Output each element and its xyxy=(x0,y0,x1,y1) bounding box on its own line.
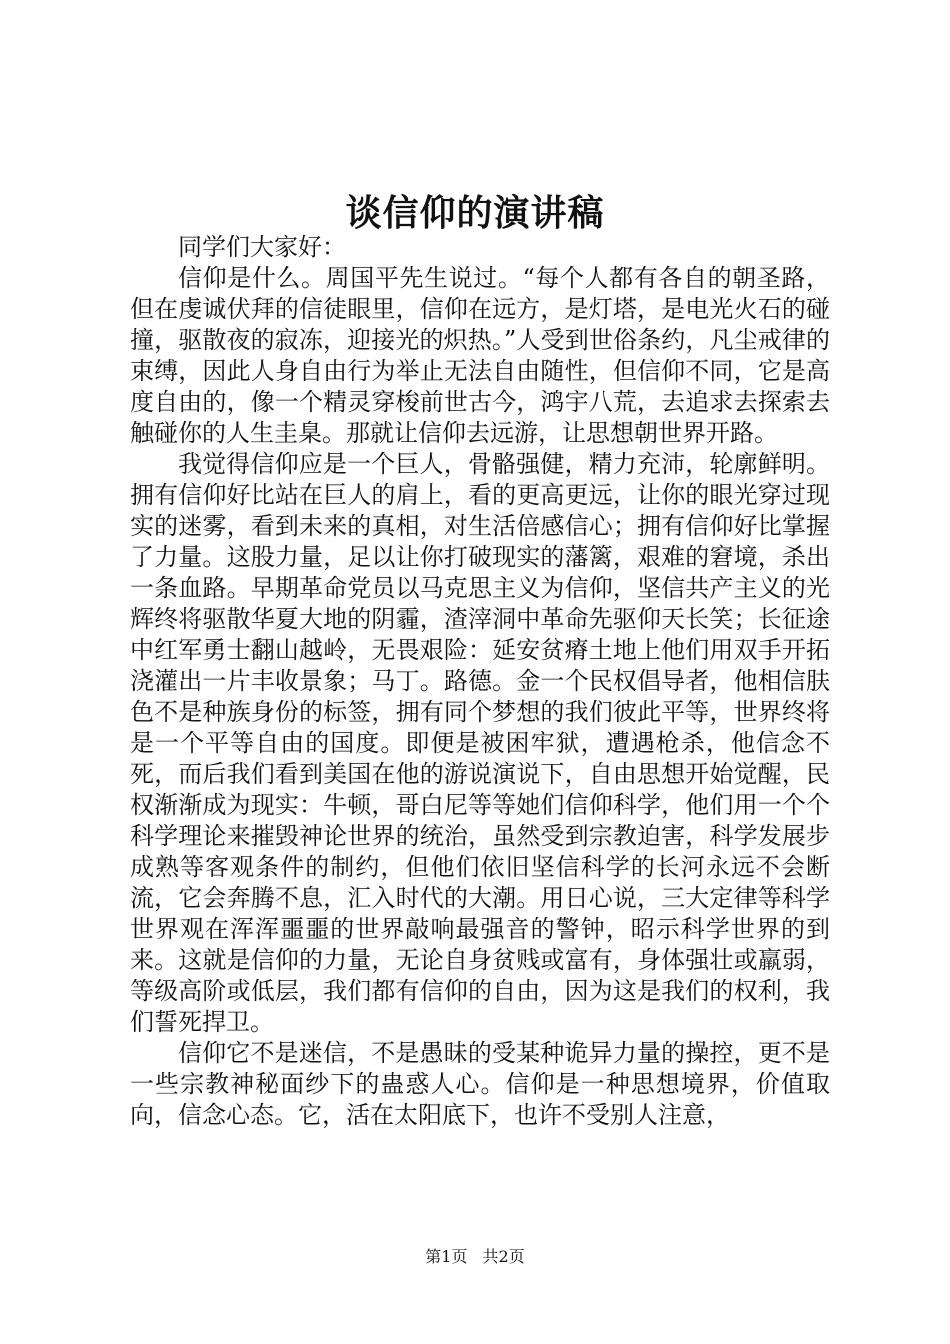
paragraph-greeting: 同学们大家好： xyxy=(178,233,346,261)
page-number-current: 第1页 xyxy=(425,1247,468,1266)
page-number-total: 共2页 xyxy=(482,1247,525,1266)
page-footer xyxy=(0,1244,950,1267)
document-body xyxy=(130,232,830,1131)
paragraph-2: 我觉得信仰应是一个巨人，骨骼强健，精力充沛，轮廓鲜明。拥有信仰好比站在巨人的肩上，看的更高更远，让你的眼光穿过现实的迷雾，看到未来的真相，对生活倍感信心；拥有信仰好比掌握了力量。这股力量，足以让你打破现实的藩篱，艰难的窘境，杀出一条血路。早期革命党员以马克思主义为信仰，坚信共产主义的光辉终将驱散华夏大地的阴霾，渣滓洞中革命先驱仰天长笑；长征途中红军勇士翻山越岭，无畏艰险：延安贫瘠土地上他们用双手开拓浇灌出一片丰收景象；马丁。路德。金一个民权倡导者，他相信肤色不是种族身份的标签，拥有同个梦想的我们彼此平等，世界终将是一个平等自由的国度。即便是被困牢狱，遭遇枪杀，他信念不死，而后我们看到美国在他的游说演说下，自由思想开始觉醒，民权渐渐成为现实：牛顿，哥白尼等等她们信仰科学，他们用一个个科学理论来摧毁神论世界的统治，虽然受到宗教迫害，科学发展步成熟等客观条件的制约，但他们依旧坚信科学的长河永远不会断流，它会奔腾不息，汇入时代的大潮。用日心说，三大定律等科学世界观在浑浑噩噩的世界敲响最强音的警钟，昭示科学世界的到来。这就是信仰的力量，无论自身贫贱或富有，身体强壮或羸弱，等级高阶或低层，我们都有信仰的自由，因为这是我们的权利，我们誓死捍卫。 xyxy=(130,450,830,1036)
paragraph-3: 信仰它不是迷信，不是愚昧的受某种诡异力量的操控，更不是一些宗教神秘面纱下的蛊惑人心。信仰是一种思想境界，价值取向，信念心态。它，活在太阳底下，也许不受别人注意， xyxy=(130,1039,830,1129)
document-title: 谈信仰的演讲稿 xyxy=(345,192,605,234)
paragraph-1: 信仰是什么。周国平先生说过。“每个人都有各自的朝圣路，但在虔诚伏拜的信徒眼里，信仰在远方，是灯塔，是电光火石的碰撞，驱散夜的寂冻，迎接光的炽热。”人受到世俗条约，凡尘戒律的束缚，因此人身自由行为举止无法自由随性，但信仰不同，它是高度自由的，像一个精灵穿梭前世古今，鸿宇八荒，去追求去探索去触碰你的人生圭臬。那就让信仰去远游，让思想朝世界开路。 xyxy=(130,264,830,447)
